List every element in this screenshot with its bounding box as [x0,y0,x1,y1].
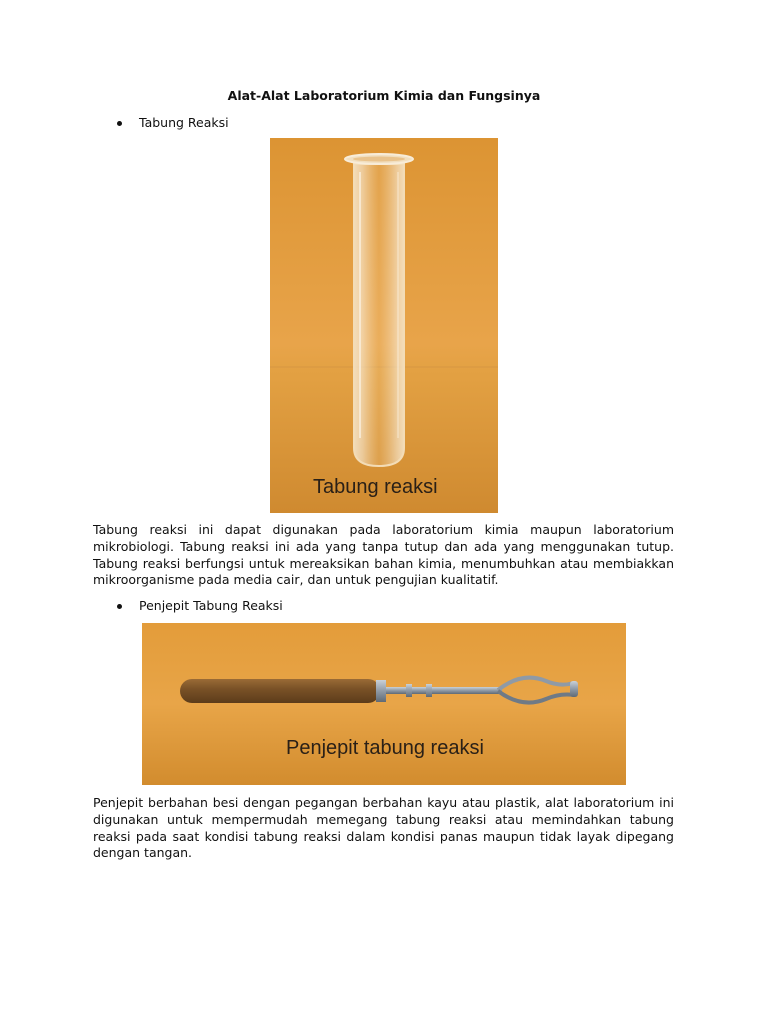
bullet-dot-icon [117,121,122,126]
test-tube-illustration [270,138,498,513]
tube-clamp-caption: Penjepit tabung reaksi [286,737,484,759]
bullet-label: Tabung Reaksi [139,115,229,130]
paragraph-tabung-reaksi: Tabung reaksi ini dapat digunakan pada laboratorium kimia maupun laboratorium mikrobiologi. Tabung reaksi ini ada yang tanpa tutup dan ada yang menggunakan tutup. Tabung reaksi berfungsi untuk mereaksikan bahan kimia, menumbuhkan atau membiakkan mikroorganisme pada media cair, dan untuk pengujian kualitatif. [93,522,674,588]
tube-clamp-image [142,623,626,785]
bullet-dot-icon [117,604,122,609]
bullet-label: Penjepit Tabung Reaksi [139,598,283,613]
tube-clamp-illustration [142,623,626,785]
test-tube-image [270,138,498,513]
paragraph-penjepit: Penjepit berbahan besi dengan pegangan berbahan kayu atau plastik, alat laboratorium ini digunakan untuk mempermudah memegang tabung reaksi atau memindahkan tabung reaksi pada saat kondisi tabung reaksi dalam kondisi panas maupun tidak layak dipegang dengan tangan. [93,795,674,861]
page-title: Alat-Alat Laboratorium Kimia dan Fungsinya [227,88,541,103]
test-tube-caption: Tabung reaksi [313,476,438,498]
